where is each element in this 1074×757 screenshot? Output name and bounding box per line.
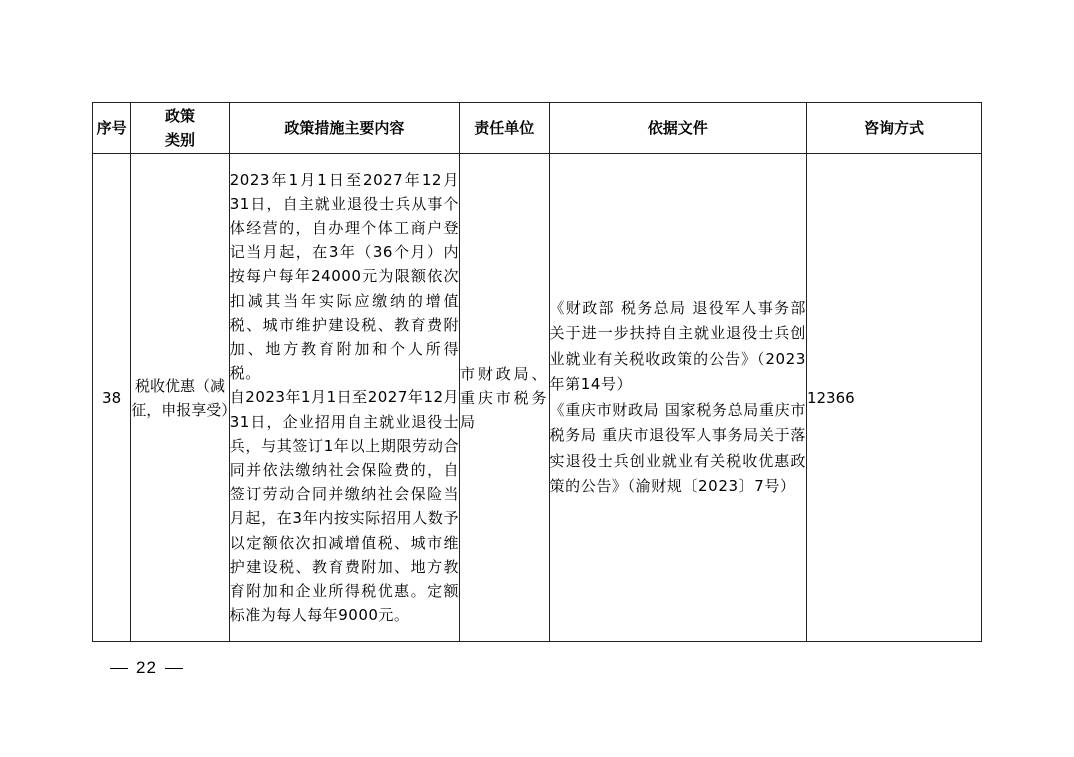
header-category	[131, 103, 230, 154]
header-no: 序号	[93, 103, 131, 154]
row-document	[549, 154, 806, 642]
document-paragraph-2: 《重庆市财政局 国家税务总局重庆市税务局 重庆市退役军人事务局关于落实退役士兵创业就业有关税收优惠政策的公告》（渝财规〔2023〕7号）	[549, 400, 806, 495]
page-number	[102, 658, 191, 678]
row-content	[229, 154, 459, 642]
header-document: 依据文件	[549, 103, 806, 154]
header-unit: 责任单位	[460, 103, 550, 154]
header-content: 政策措施主要内容	[229, 103, 459, 154]
row-contact: 12366	[806, 154, 981, 642]
page-dash-left	[110, 668, 128, 669]
policy-table	[92, 102, 982, 642]
document-paragraph-1: 《财政部 税务总局 退役军人事务部关于进一步扶持自主就业退役士兵创业就业有关税收政策的公告》（2023年第14号）	[549, 298, 806, 393]
table-header-row	[93, 103, 982, 154]
page-number-text: 22	[136, 658, 157, 677]
header-category-text: 政策类别	[164, 107, 195, 149]
row-unit: 市财政局、重庆市税务局	[460, 154, 550, 642]
row-category: 税收优惠（减征，申报享受）	[131, 154, 230, 642]
row-no: 38	[93, 154, 131, 642]
content-paragraph-1: 2023年1月1日至2027年12月31日，自主就业退役士兵从事个体经营的，自办理个体工商户登记当月起，在3年（36个月）内按每户每年24000元为限额依次扣减其当年实际应缴纳的增值税、城市维护建设税、教育费附加、地方教育附加和个人所得税。	[229, 170, 460, 383]
page-dash-right	[165, 668, 183, 669]
content-paragraph-2: 自2023年1月1日至2027年12月31日，企业招用自主就业退役士兵，与其签订1年以上期限劳动合同并依法缴纳社会保险费的，自签订劳动合同并缴纳社会保险当月起，在3年内按实际招用人数予以定额依次扣减增值税、城市维护建设税、教育费附加、地方教育附加和企业所得税优惠。定额标准为每人每年9000元。	[229, 388, 460, 625]
header-contact: 咨询方式	[806, 103, 981, 154]
table-row	[93, 154, 982, 642]
